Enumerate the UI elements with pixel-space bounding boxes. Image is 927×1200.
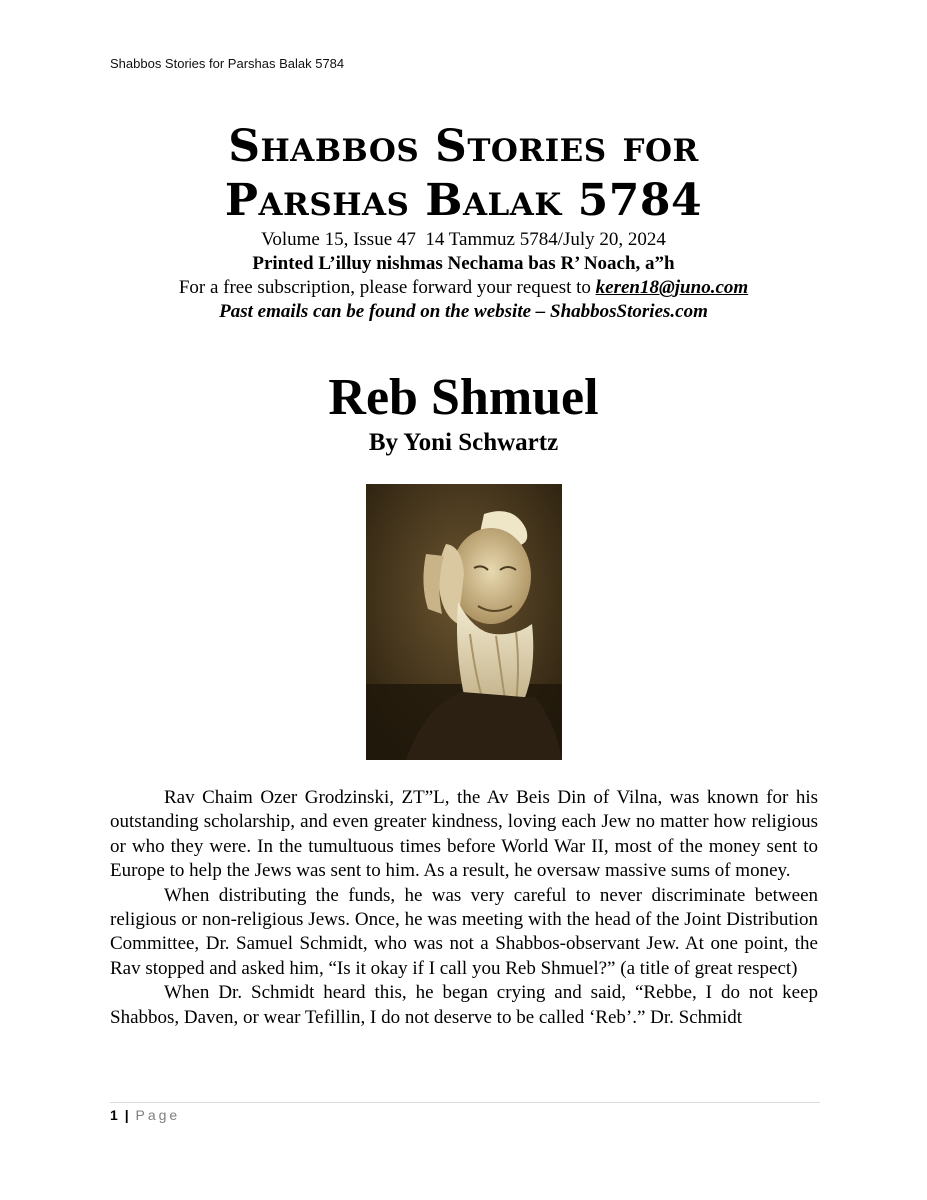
portrait-photo — [366, 484, 562, 760]
page-footer — [110, 1107, 180, 1123]
masthead-title-line2: Parshas Balak 5784 — [224, 175, 703, 226]
article-paragraph: Rav Chaim Ozer Grodzinski, ZT”L, the Av Beis Din of Vilna, was known for his outstanding scholarship, and even greater kindness, loving each Jew no matter how religious or who they were. In the tumultuous times before World War II, most of the money sent to Europe to help the Jews was sent to him. As a result, he oversaw massive sums of money. — [110, 787, 818, 882]
article-paragraph: When Dr. Schmidt heard this, he began crying and said, “Rebbe, I do not keep Shabbos, Daven, or wear Tefillin, I do not deserve to be called ‘Reb’.” Dr. Schmidt — [110, 982, 818, 1028]
article-title: Reb Shmuel — [328, 369, 599, 426]
running-header: Shabbos Stories for Parshas Balak 5784 — [110, 56, 345, 71]
subscription-line — [0, 276, 927, 300]
article-body — [110, 786, 818, 1030]
portrait-photo-icon — [366, 484, 562, 760]
article-paragraph: When distributing the funds, he was very careful to never discriminate between religious or non-religious Jews. Once, he was meeting with the head of the Joint Distribution Committee, Dr. Samuel Schmidt, who was not a Shabbos-observant Jew. At one point, the Rav stopped and asked him, “Is it okay if I call you Reb Shmuel?” (a title of great respect) — [110, 884, 818, 979]
past-emails-line: Past emails can be found on the website – ShabbosStories.com — [219, 301, 708, 322]
masthead-title-line1: Shabbos Stories for — [228, 121, 699, 172]
dedication-line: Printed L’illuy nishmas Nechama bas R’ Noach, a”h — [252, 253, 675, 274]
page-number: 1 — [110, 1107, 118, 1123]
volume-line: Volume 15, Issue 47 14 Tammuz 5784/July 20, 2024 — [261, 229, 666, 250]
subscription-prefix: For a free subscription, please forward your request to — [178, 277, 591, 298]
subscription-email-link[interactable]: keren18@juno.com — [595, 277, 749, 298]
footer-divider — [110, 1102, 820, 1103]
footer-separator: | — [124, 1107, 129, 1123]
masthead — [0, 120, 927, 324]
page-label: Page — [135, 1107, 181, 1123]
article-byline: By Yoni Schwartz — [368, 429, 559, 456]
